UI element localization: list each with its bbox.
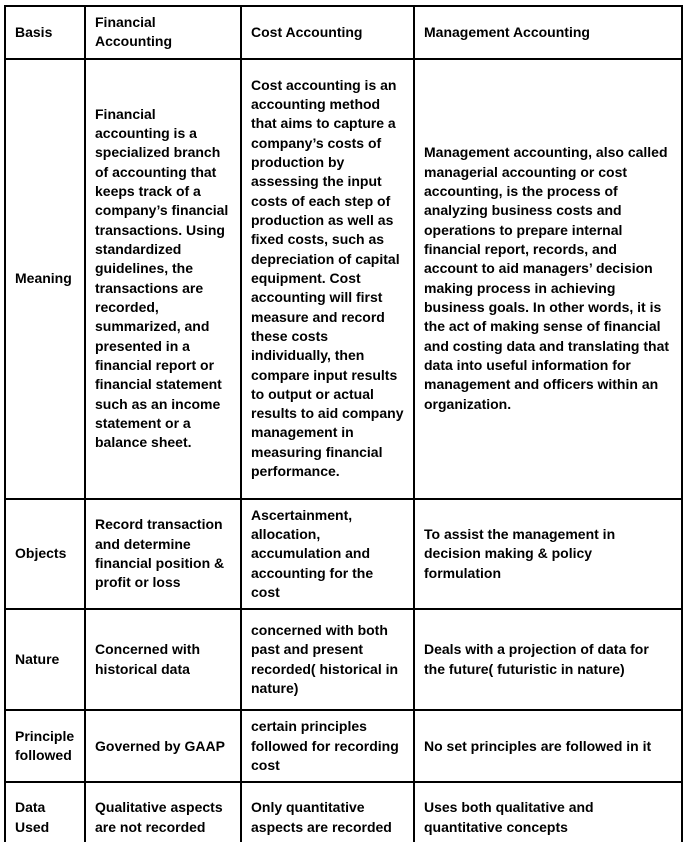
- cell-nature-management: Deals with a projection of data for the future( futuristic in nature): [414, 609, 682, 710]
- header-cost-accounting: Cost Accounting: [241, 6, 414, 59]
- cell-objects-financial: Record transaction and determine financial position & profit or loss: [85, 499, 241, 610]
- table-row-nature: [5, 609, 682, 710]
- cell-objects-cost: Ascertainment, allocation, accumulation and accounting for the cost: [241, 499, 414, 610]
- row-label-data-used: Data Used: [5, 782, 85, 842]
- table-row-principle-followed: [5, 710, 682, 782]
- cell-nature-financial: Concerned with historical data: [85, 609, 241, 710]
- cell-nature-cost: concerned with both past and present recorded( historical in nature): [241, 609, 414, 710]
- cell-objects-management: To assist the management in decision making & policy formulation: [414, 499, 682, 610]
- cell-meaning-management: Management accounting, also called managerial accounting or cost accounting, is the process of analyzing business costs and operations to prepare internal financial report, records, and account to aid managers’ decision making process in achieving business goals. In other words, it is the act of making sense of financial and costing data and translating that data into useful information for management and officers within an organization.: [414, 59, 682, 499]
- cell-data-financial: Qualitative aspects are not recorded: [85, 782, 241, 842]
- row-label-principle-followed: Principle followed: [5, 710, 85, 782]
- accounting-comparison-table: [4, 5, 683, 842]
- table-header-row: [5, 6, 682, 59]
- row-label-nature: Nature: [5, 609, 85, 710]
- cell-data-management: Uses both qualitative and quantitative concepts: [414, 782, 682, 842]
- table-row-meaning: [5, 59, 682, 499]
- table-row-objects: [5, 499, 682, 610]
- header-financial-accounting: Financial Accounting: [85, 6, 241, 59]
- cell-principle-cost: certain principles followed for recording cost: [241, 710, 414, 782]
- table-row-data-used: [5, 782, 682, 842]
- cell-principle-financial: Governed by GAAP: [85, 710, 241, 782]
- cell-data-cost: Only quantitative aspects are recorded: [241, 782, 414, 842]
- cell-meaning-financial: Financial accounting is a specialized branch of accounting that keeps track of a company’s financial transactions. Using standardized guidelines, the transactions are recorded, summarized, and presented in a financial report or financial statement such as an income statement or a balance sheet.: [85, 59, 241, 499]
- row-label-objects: Objects: [5, 499, 85, 610]
- cell-meaning-cost: Cost accounting is an accounting method that aims to capture a company’s costs of production by assessing the input costs of each step of production as well as fixed costs, such as depreciation of capital equipment. Cost accounting will first measure and record these costs individually, then compare input results to output or actual results to aid company management in measuring financial performance.: [241, 59, 414, 499]
- header-management-accounting: Management Accounting: [414, 6, 682, 59]
- row-label-meaning: Meaning: [5, 59, 85, 499]
- header-basis: Basis: [5, 6, 85, 59]
- cell-principle-management: No set principles are followed in it: [414, 710, 682, 782]
